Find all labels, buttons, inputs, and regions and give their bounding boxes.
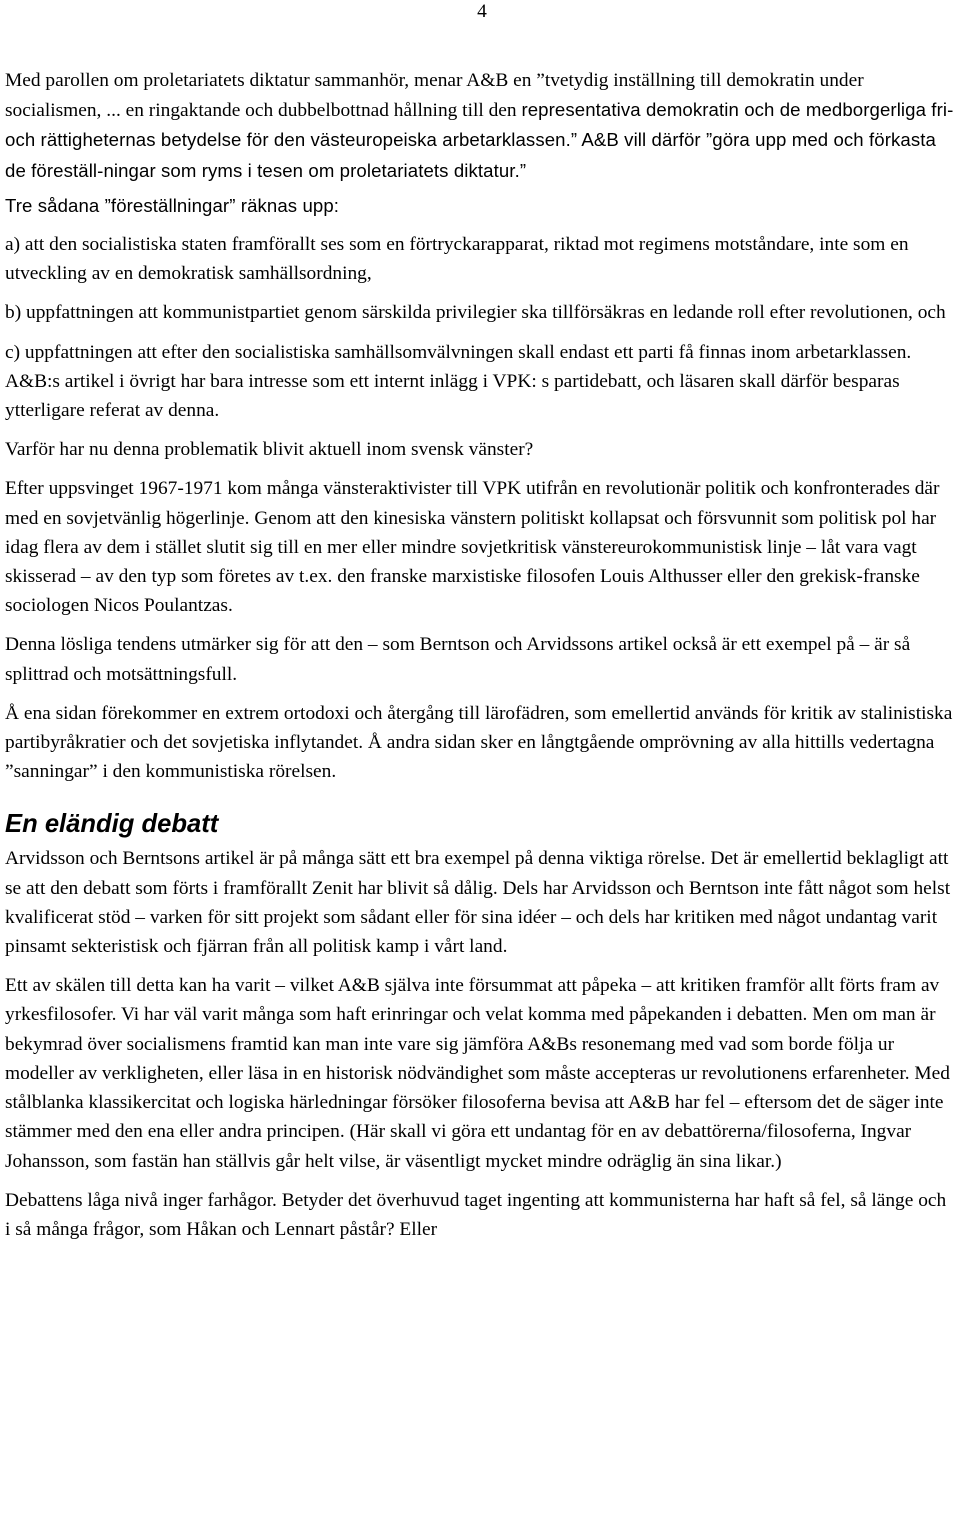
intro-paragraph bbox=[5, 66, 955, 186]
paragraph-a: a) att den socialistiska staten framförallt ses som en förtryckarapparat, riktad mot regimens motståndare, inte som en utveckling av en demokratisk samhällsordning, bbox=[5, 234, 909, 285]
paragraph-b: b) uppfattningen att kommunistpartiet genom särskilda privilegier ska tillförsäkras en ledande roll efter revolutionen, och bbox=[5, 302, 946, 324]
paragraph-question: Varför har nu denna problematik blivit aktuell inom svensk vänster? bbox=[5, 439, 534, 461]
document-body bbox=[5, 66, 955, 1254]
intro-sans-text: representativa demokratin och de medborgerliga fri- och rättigheternas betydelse för den västeuropeiska arbetarklassen.” A&B vill därför ”göra upp med och förkasta de föreställ-ningar som ryms i tesen om proletariatets diktatur.” bbox=[5, 99, 954, 181]
section-paragraph-3: Debattens låga nivå inger farhågor. Betyder det överhuvud taget ingenting att kommunisterna har haft så fel, så länge och i så många frågor, som Håkan och Lennart påstår? Eller bbox=[5, 1189, 947, 1240]
paragraph-uppsvinget: Efter uppsvinget 1967-1971 kom många vänsteraktivister till VPK utifrån en revolutionär politik och konfronterades där med en sovjetvänlig högerlinje. Genom att den kinesiska vänstern politiskt kollapsat och försvunnit som politisk pol har idag flera av dem i stället slutit sig till en mer eller mindre sovjetkritisk vänstereurokommunistisk linje – låt vara vagt skisserad – av den typ som företes av t.ex. den franske marxistiske filosofen Louis Althusser eller den grekisk-franske sociologen Nicos Poulantzas. bbox=[5, 478, 940, 617]
section-paragraph-1: Arvidsson och Berntsons artikel är på många sätt ett bra exempel på denna viktiga rörelse. Det är emellertid beklagligt att se att den debatt som förts i framförallt Zenit har blivit så dålig. Dels har Arvidsson och Berntson inte fått något som helst kvalificerat stöd – varken för sitt projekt som sådant eller för sina idéer – och dels har kritiken med något undantag varit pinsamt sekteristisk och fjärran från all politisk kamp i vårt land. bbox=[5, 848, 951, 958]
intro-serif-text: Med parollen om proletariatets diktatur sammanhör, menar A&B en ”tvetydig inställning till demokratin under socialismen, ... en ringaktande och dubbelbottnad hållning till den bbox=[5, 70, 864, 122]
paragraph-ortodoxi: Å ena sidan förekommer en extrem ortodoxi och återgång till lärofädren, som emellertid används för kritik av stalinistiska partibyråkratier och det sovjetiska inflytandet. Å andra sidan sker en långtgående omprövning av alla hittills vedertagna ”sanningar” i den kommunistiska rörelsen. bbox=[5, 702, 953, 783]
section-heading: En eländig debatt bbox=[5, 810, 219, 839]
paragraph-tendens: Denna lösliga tendens utmärker sig för att den – som Berntson och Arvidssons artikel också är ett exempel på – är så splittrad och motsättningsfull. bbox=[5, 634, 911, 685]
page-number: 4 bbox=[477, 1, 487, 22]
section-paragraph-2: Ett av skälen till detta kan ha varit – vilket A&B själva inte försummat att påpeka – att kritiken framför allt förts fram av yrkesfilosofer. Vi har väl varit många som haft erinringar och velat komma med påpekanden i debatten. Men om man är bekymrad över socialismens framtid kan man inte vare sig jämföra A&Bs resonemang med vad som borde följa ur modeller av verkligheten, eller läsa in en historisk nödvändighet som måste accepteras ur revolutionens erfarenheter. Med stålblanka klassikercitat och logiska härledningar försöker filosoferna bevisa att A&B har fel – eftersom det de säger inte stämmer med den ena eller andra principen. (Här skall vi göra ett undantag för en av debattörerna/filosoferna, Ingvar Johansson, som fastän han ställvis går helt vilse, är väsentligt mycket mindre odräglig än sina likar.) bbox=[5, 975, 950, 1172]
intro-sans-line: Tre sådana ”föreställningar” räknas upp: bbox=[5, 194, 340, 216]
paragraph-c: c) uppfattningen att efter den socialistiska samhällsomvälvningen skall endast ett parti få finnas inom arbetarklassen. A&B:s artikel i övrigt har bara intresse som ett internt inlägg i VPK: s partidebatt, och läsaren skall därför besparas ytterligare referat av denna. bbox=[5, 341, 912, 422]
